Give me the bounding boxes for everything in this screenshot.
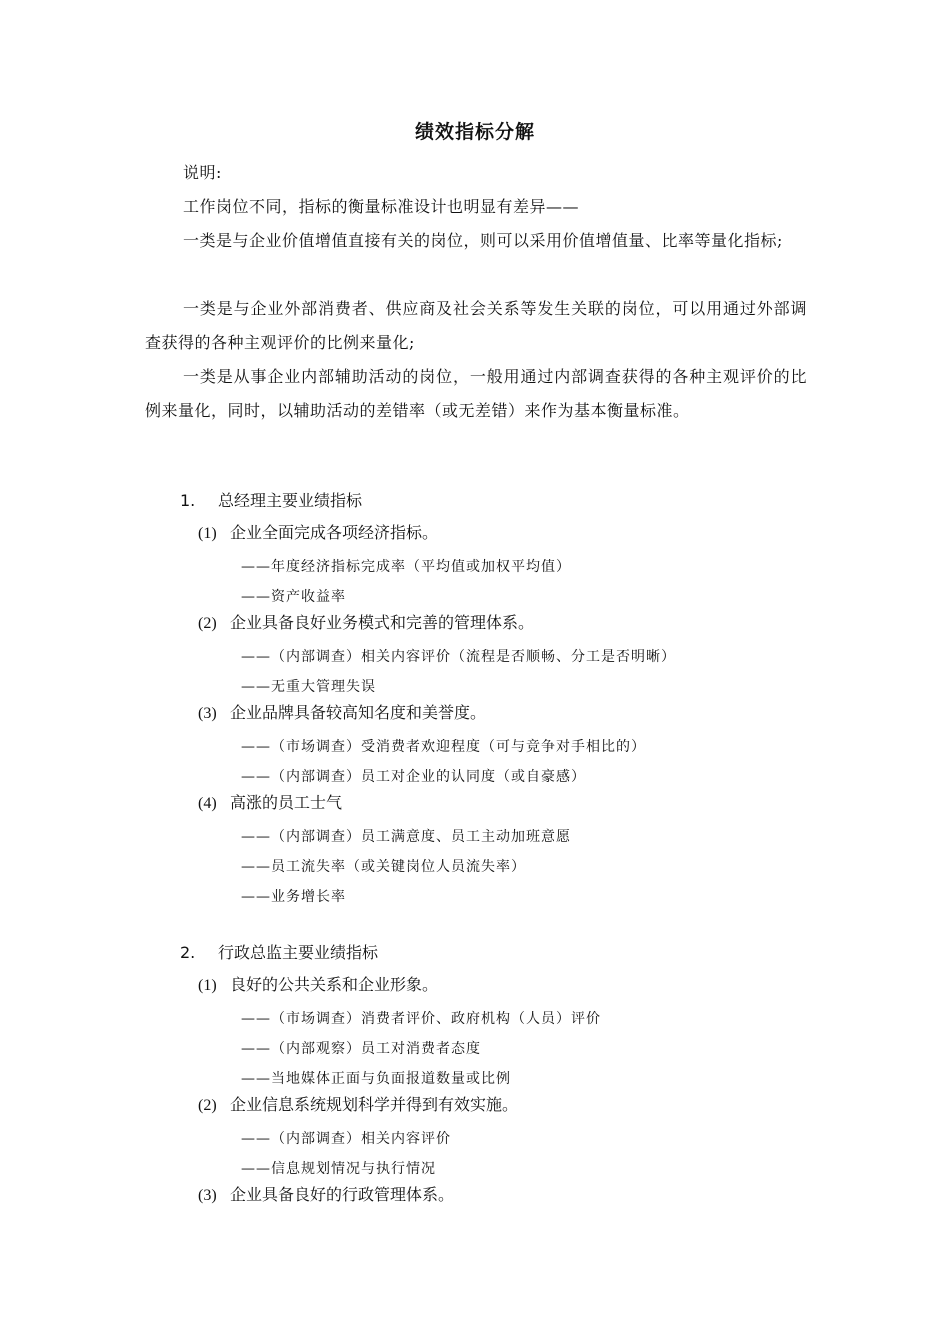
list-item [198, 975, 438, 996]
item-text: 高涨的员工士气 [230, 793, 343, 812]
sub-indicator: ——无重大管理失误 [241, 679, 376, 695]
item-number: (4) [198, 795, 217, 812]
sub-indicator: ——资产收益率 [241, 589, 346, 605]
sub-indicator: ——（内部调查）相关内容评价（流程是否顺畅、分工是否明晰） [241, 649, 676, 665]
intro-paragraph: 一类是从事企业内部辅助活动的岗位，一般用通过内部调查获得的各种主观评价的比例来量化，同时，以辅助活动的差错率（或无差错）来作为基本衡量标准。 [145, 367, 807, 420]
item-text: 企业全面完成各项经济指标。 [230, 523, 439, 542]
item-number: (2) [198, 615, 217, 632]
list-item [198, 703, 486, 724]
item-number: (1) [198, 977, 217, 994]
intro-paragraph: 一类是与企业价值增值直接有关的岗位，则可以采用价值增值量、比率等量化指标; [183, 231, 783, 250]
sub-indicator: ——（内部调查）员工对企业的认同度（或自豪感） [241, 769, 586, 785]
section-number: 2. [180, 943, 196, 962]
sub-indicator: ——业务增长率 [241, 889, 346, 905]
section-title: 总经理主要业绩指标 [218, 491, 363, 510]
list-item [198, 613, 534, 634]
list-item [198, 523, 438, 544]
item-number: (1) [198, 525, 217, 542]
section-heading [180, 943, 378, 963]
item-text: 企业信息系统规划科学并得到有效实施。 [230, 1095, 519, 1114]
item-text: 良好的公共关系和企业形象。 [230, 975, 439, 994]
item-text: 企业具备良好的行政管理体系。 [230, 1185, 455, 1204]
sub-indicator: ——信息规划情况与执行情况 [241, 1161, 436, 1177]
sub-indicator: ——（市场调查）消费者评价、政府机构（人员）评价 [241, 1011, 601, 1027]
item-number: (2) [198, 1097, 217, 1114]
sub-indicator: ——（内部观察）员工对消费者态度 [241, 1041, 481, 1057]
section-heading [180, 491, 362, 511]
item-text: 企业具备良好业务模式和完善的管理体系。 [230, 613, 535, 632]
sub-indicator: ——员工流失率（或关键岗位人员流失率） [241, 859, 526, 875]
item-number: (3) [198, 1187, 217, 1204]
sub-indicator: ——（内部调查）员工满意度、员工主动加班意愿 [241, 829, 571, 845]
sub-indicator: ——年度经济指标完成率（平均值或加权平均值） [241, 559, 571, 575]
intro-paragraph: 工作岗位不同，指标的衡量标准设计也明显有差异—— [183, 197, 580, 216]
page-title: 绩效指标分解 [414, 121, 535, 143]
intro-paragraph: 一类是与企业外部消费者、供应商及社会关系等发生关联的岗位，可以用通过外部调查获得的各种主观评价的比例来量化; [145, 299, 807, 352]
list-item [198, 793, 342, 814]
sub-indicator: ——（内部调查）相关内容评价 [241, 1131, 451, 1147]
intro-label: 说明: [183, 163, 222, 182]
sub-indicator: ——当地媒体正面与负面报道数量或比例 [241, 1071, 511, 1087]
section-title: 行政总监主要业绩指标 [218, 943, 379, 962]
section-number: 1. [180, 491, 196, 510]
sub-indicator: ——（市场调查）受消费者欢迎程度（可与竞争对手相比的） [241, 739, 646, 755]
list-item [198, 1095, 518, 1116]
item-text: 企业品牌具备较高知名度和美誉度。 [230, 703, 487, 722]
item-number: (3) [198, 705, 217, 722]
list-item [198, 1185, 454, 1206]
